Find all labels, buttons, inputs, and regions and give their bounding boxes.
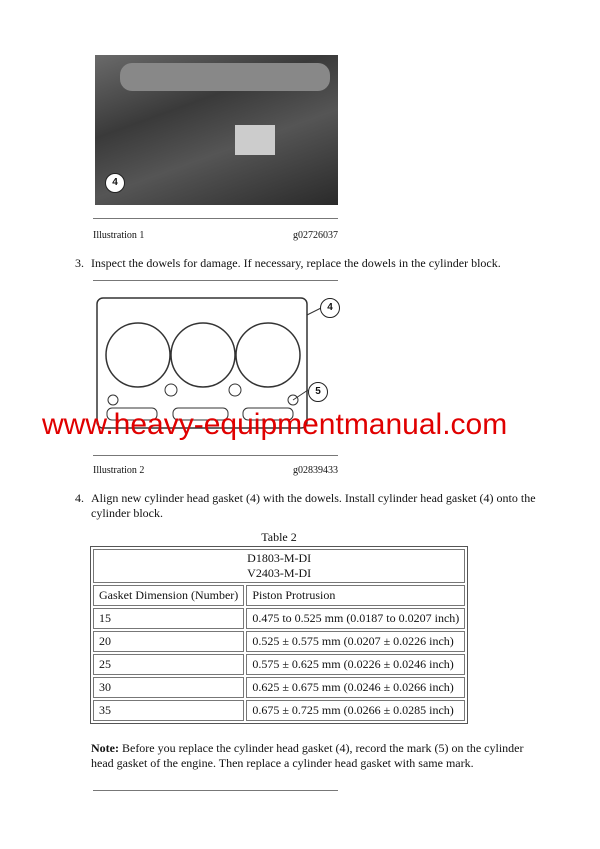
model-name: D1803-M-DI — [247, 551, 312, 565]
callout-5: 5 — [308, 382, 328, 402]
model-header — [93, 549, 465, 583]
illustration-1-code: g02726037 — [293, 230, 338, 241]
divider — [93, 280, 338, 281]
cell: 0.575 ± 0.625 mm (0.0226 ± 0.0246 inch) — [246, 654, 465, 675]
cell: 0.475 to 0.525 mm (0.0187 to 0.0207 inch) — [246, 608, 465, 629]
cell: 25 — [93, 654, 244, 675]
model-name: V2403-M-DI — [247, 566, 312, 580]
cell: 35 — [93, 700, 244, 721]
step-3-number: 3. — [75, 256, 84, 270]
engine-photo — [95, 55, 338, 205]
table-row — [93, 631, 465, 652]
step-4-line-2: cylinder block. — [91, 506, 163, 520]
column-header: Piston Protrusion — [246, 585, 465, 606]
table-row — [93, 700, 465, 721]
note-line-2: head gasket of the engine. Then replace a cylinder head gasket with same mark. — [91, 756, 474, 770]
cell: 0.625 ± 0.675 mm (0.0246 ± 0.0266 inch) — [246, 677, 465, 698]
divider — [93, 790, 338, 791]
cell: 20 — [93, 631, 244, 652]
table-caption: Table 2 — [261, 530, 297, 544]
divider — [93, 218, 338, 219]
cell: 0.675 ± 0.725 mm (0.0266 ± 0.0285 inch) — [246, 700, 465, 721]
illustration-1-label: Illustration 1 — [93, 230, 145, 241]
note-line-1 — [91, 741, 523, 756]
table-row — [93, 677, 465, 698]
callout-4: 4 — [320, 298, 340, 318]
cell: 0.525 ± 0.575 mm (0.0207 ± 0.0226 inch) — [246, 631, 465, 652]
cell: 30 — [93, 677, 244, 698]
cell: 15 — [93, 608, 244, 629]
step-4-number: 4. — [75, 491, 84, 505]
divider — [93, 455, 338, 456]
step-3-text: Inspect the dowels for damage. If necessary, replace the dowels in the cylinder block. — [91, 256, 501, 270]
step-4-line-1: Align new cylinder head gasket (4) with the dowels. Install cylinder head gasket (4) onto the — [91, 491, 536, 505]
note-label: Note: — [91, 741, 119, 755]
illustration-2-code: g02839433 — [293, 465, 338, 476]
gasket-table — [90, 546, 468, 724]
illustration-2-label: Illustration 2 — [93, 465, 145, 476]
table-row — [93, 654, 465, 675]
column-header: Gasket Dimension (Number) — [93, 585, 244, 606]
table-row — [93, 608, 465, 629]
watermark: www.heavy-equipmentmanual.com — [42, 408, 508, 441]
note-text: Before you replace the cylinder head gasket (4), record the mark (5) on the cylinder — [118, 741, 524, 755]
callout-4: 4 — [105, 173, 125, 193]
